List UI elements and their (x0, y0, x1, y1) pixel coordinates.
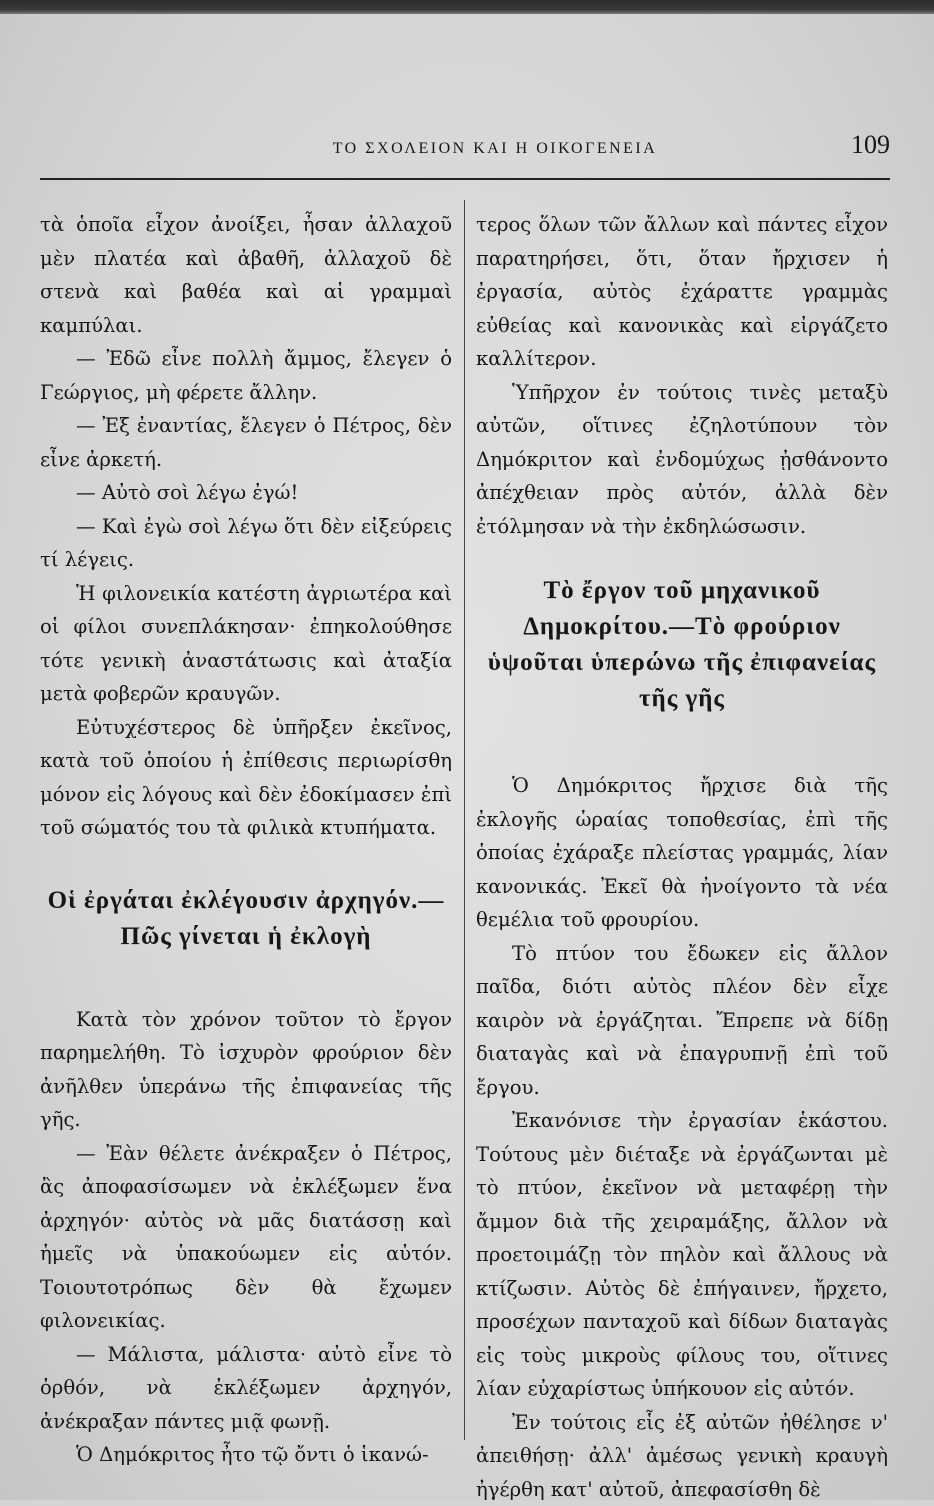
left-column (40, 208, 452, 1472)
paragraph: Κατὰ τὸν χρόνον τοῦτον τὸ ἔργον παρημελήθη. Τὸ ἰσχυρὸν φρούριον δὲν ἀνῆλθεν ὑπεράνω τῆς ἐπιφανείας τῆς γῆς. (40, 1003, 452, 1137)
dialogue-line: — Καὶ ἐγὼ σοὶ λέγω ὅτι δὲν εἰξεύρεις τί λέγεις. (40, 510, 452, 577)
scan-top-edge (0, 0, 934, 14)
paragraph: Ἐκανόνισε τὴν ἐργασίαν ἑκάστου. Τούτους μὲν διέταξε νὰ ἐργάζωνται μὲ τὸ πτύον, ἐκεῖνον νὰ μεταφέρῃ τὴν ἄμμον διὰ τῆς χειραμάξης, ἄλλον νὰ προετοιμάζῃ τὸν πηλὸν καὶ ἄλλους νὰ κτίζωσιν. Αὐτὸς δὲ ἐπήγαινεν, ἤρχετο, προσέχων πανταχοῦ καὶ δίδων διαταγὰς εἰς τοὺς μικροὺς φίλους του, οἵτινες λίαν εὐχαρίστως ὑπήκουον εἰς αὐτόν. (476, 1104, 888, 1406)
dialogue-line: — Ἐὰν θέλετε ἀνέκραξεν ὁ Πέτρος, ἂς ἀποφασίσωμεν νὰ ἐκλέξωμεν ἕνα ἀρχηγόν· αὐτὸς νὰ μᾶς διατάσσῃ καὶ ἡμεῖς νὰ ὑπακούωμεν εἰς αὐτόν. Τοιουτοτρόπως δὲν θὰ ἔχωμεν φιλονεικίας. (40, 1137, 452, 1338)
section-heading: Οἱ ἐργάται ἐκλέγουσιν ἀρχηγόν.—Πῶς γίνεται ἡ ἐκλογὴ (40, 883, 452, 955)
right-column (476, 208, 888, 1506)
paragraph: τὰ ὁποῖα εἶχον ἀνοίξει, ἦσαν ἀλλαχοῦ μὲν πλατέα καὶ ἀβαθῆ, ἀλλαχοῦ δὲ στενὰ καὶ βαθέα καὶ αἱ γραμμαὶ καμπύλαι. (40, 208, 452, 342)
column-divider (464, 200, 465, 1440)
page-number: 109 (851, 130, 890, 160)
paragraph: Ὁ Δημόκριτος ἦτο τῷ ὄντι ὁ ἱκανώ- (40, 1438, 452, 1472)
paragraph: Εὐτυχέστερος δὲ ὑπῆρξεν ἐκεῖνος, κατὰ τοῦ ὁποίου ἡ ἐπίθεσις περιωρίσθη μόνον εἰς λόγους καὶ δὲν ἐδοκίμασεν ἐπὶ τοῦ σώματός του τὰ φιλικὰ κτυπήματα. (40, 711, 452, 845)
paragraph: Ἐν τούτοις εἷς ἐξ αὐτῶν ἠθέλησε ν' ἀπειθήσῃ· ἀλλ' ἀμέσως γενικὴ κραυγὴ ἠγέρθη κατ' αὐτοῦ, ἀπεφασίσθη δὲ (476, 1406, 888, 1506)
section-heading: Τὸ ἔργον τοῦ μηχανικοῦ Δημοκρίτου.—Τὸ φρούριον ὑψοῦται ὑπερώνω τῆς ἐπιφανείας τῆς γῆς (476, 573, 888, 717)
paragraph: Τὸ πτύον του ἔδωκεν εἰς ἄλλον παῖδα, διότι αὐτὸς πλέον δὲν εἶχε καιρὸν νὰ ἐργάζηται. Ἔπρεπε νὰ δίδῃ διαταγὰς καὶ νὰ ἐπαγρυπνῇ ἐπὶ τοῦ ἔργου. (476, 937, 888, 1105)
running-title: ΤΟ ΣΧΟΛΕΙΟΝ ΚΑΙ Η ΟΙΚΟΓΕΝΕΙΑ (40, 140, 890, 158)
paragraph: τερος ὅλων τῶν ἄλλων καὶ πάντες εἶχον παρατηρήσει, ὅτι, ὅταν ἤρχισεν ἡ ἐργασία, αὐτὸς ἐχάραττε γραμμὰς εὐθείας καὶ κανονικὰς καὶ εἰργάζετο καλλίτερον. (476, 208, 888, 376)
dialogue-line: — Αὐτὸ σοὶ λέγω ἐγώ! (40, 476, 452, 510)
dialogue-line: — Ἐξ ἐναντίας, ἔλεγεν ὁ Πέτρος, δὲν εἶνε ἀρκετή. (40, 409, 452, 476)
dialogue-line: — Μάλιστα, μάλιστα· αὐτὸ εἶνε τὸ ὀρθόν, νὰ ἐκλέξωμεν ἀρχηγόν, ἀνέκραξαν πάντες μιᾷ φωνῇ. (40, 1338, 452, 1439)
header-rule (40, 178, 890, 180)
paragraph: Ὁ Δημόκριτος ἤρχισε διὰ τῆς ἐκλογῆς ὡραίας τοποθεσίας, ἐπὶ τῆς ὁποίας ἐχάραξε πλείστας γραμμάς, λίαν κανονικάς. Ἐκεῖ θὰ ἠνοίγοντο τὰ νέα θεμέλια τοῦ φρουρίου. (476, 769, 888, 937)
paragraph: Ὑπῆρχον ἐν τούτοις τινὲς μεταξὺ αὐτῶν, οἵτινες ἐζηλοτύπουν τὸν Δημόκριτον καὶ ἐνδομύχως ᾐσθάνοντο ἀπέχθειαν πρὸς αὐτόν, ἀλλὰ δὲν ἐτόλμησαν νὰ τὴν ἐκδηλώσωσιν. (476, 376, 888, 544)
dialogue-line: — Ἐδῶ εἶνε πολλὴ ἄμμος, ἔλεγεν ὁ Γεώργιος, μὴ φέρετε ἄλλην. (40, 342, 452, 409)
paragraph: Ἡ φιλονεικία κατέστη ἀγριωτέρα καὶ οἱ φίλοι συνεπλάκησαν· ἐπηκολούθησε τότε γενικὴ ἀναστάτωσις καὶ ἀταξία μετὰ φοβερῶν κραυγῶν. (40, 577, 452, 711)
page-header (40, 124, 890, 168)
